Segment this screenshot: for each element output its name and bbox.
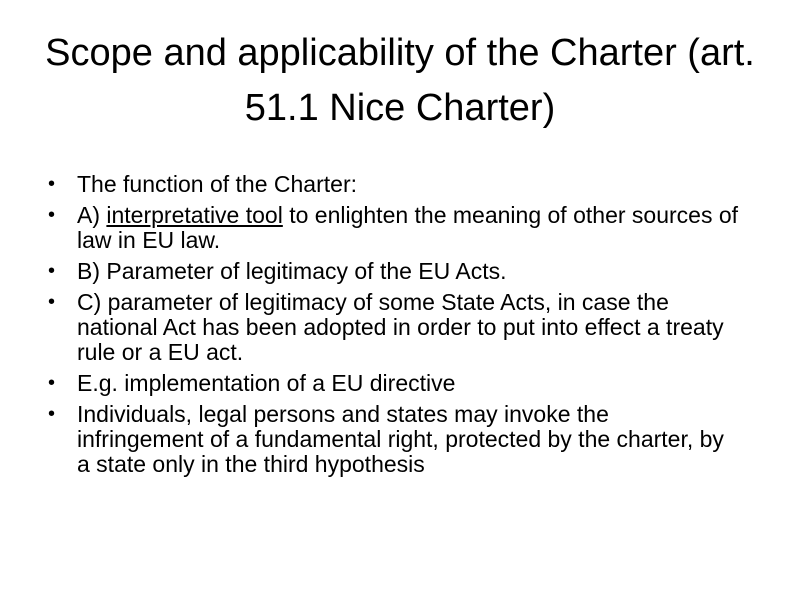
bullet-text: to enlighten the meaning of other sources of law in EU law. xyxy=(77,202,739,253)
bullet-text: Individuals, legal persons and states may invoke the infringement of a fundamental right, protected by the charter, by a state only in the third hypothesis xyxy=(77,401,724,477)
bullet-icon: • xyxy=(48,173,56,195)
bullet-list xyxy=(48,172,738,483)
bullet-item-state-acts xyxy=(48,290,738,365)
bullet-icon: • xyxy=(48,403,56,425)
underlined-term: interpretative tool xyxy=(106,202,283,228)
bullet-prefix: A) xyxy=(77,202,107,228)
bullet-text: The function of the Charter: xyxy=(77,171,357,197)
bullet-item-function xyxy=(48,172,738,197)
bullet-text: E.g. implementation of a EU directive xyxy=(77,370,456,396)
bullet-item-individuals xyxy=(48,402,738,477)
bullet-icon: • xyxy=(48,372,56,394)
bullet-item-example xyxy=(48,371,738,396)
bullet-item-eu-acts xyxy=(48,259,738,284)
bullet-text: C) parameter of legitimacy of some State Acts, in case the national Act has been adopted in order to put into effect a treaty rule or a EU act. xyxy=(77,289,724,365)
bullet-icon: • xyxy=(48,260,56,282)
slide-title: Scope and applicability of the Charter (art. 51.1 Nice Charter) xyxy=(45,32,755,129)
bullet-text: B) Parameter of legitimacy of the EU Acts. xyxy=(77,258,507,284)
bullet-icon: • xyxy=(48,291,56,313)
bullet-item-interpretative-tool xyxy=(48,203,738,253)
bullet-icon: • xyxy=(48,204,56,226)
